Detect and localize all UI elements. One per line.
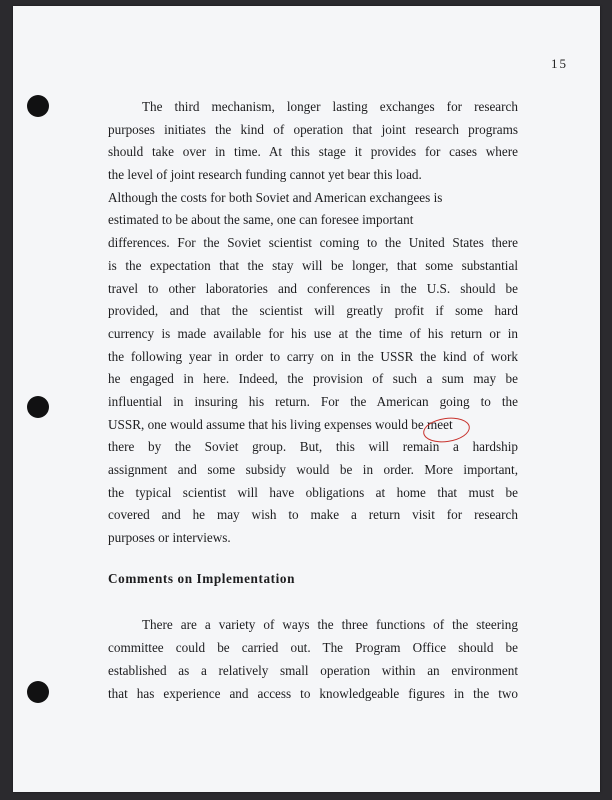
section-heading: Comments on Implementation <box>108 570 296 586</box>
text-line <box>108 414 518 437</box>
text-segment: USSR, one would assume that his living expenses would be <box>108 416 424 432</box>
text-line: the typical scientist will have obligations at home that must be <box>108 484 518 500</box>
page-number: 15 <box>551 56 568 71</box>
paragraph-1 <box>108 96 518 550</box>
text-line: committee could be carried out. The Program Office should be <box>108 640 518 656</box>
body-text <box>108 96 518 705</box>
circled-word-text: meet <box>427 416 453 432</box>
circled-word <box>427 417 453 432</box>
text-line: assignment and some subsidy would be in order. More important, <box>108 462 518 477</box>
text-line: There are a variety of ways the three functions of the steering <box>142 617 518 633</box>
text-line: purposes or interviews. <box>108 530 231 546</box>
text-line: differences. For the Soviet scientist coming to the United States there <box>108 235 518 251</box>
punch-hole <box>27 681 49 703</box>
text-line: The third mechanism, longer lasting exchanges for research <box>142 99 518 114</box>
text-line: currency is made available for his use at the time of his return or in <box>108 325 518 341</box>
text-line: established as a relatively small operation within an environment <box>108 662 518 678</box>
text-line: provided, and that the scientist will greatly profit if some hard <box>108 303 518 319</box>
punch-hole <box>27 95 49 117</box>
text-line: that has experience and access to knowledgeable figures in the two <box>108 685 518 701</box>
text-line: estimated to be about the same, one can foresee important <box>108 212 414 228</box>
text-line: influential in insuring his return. For the American going to the <box>108 393 518 409</box>
text-line: purposes initiates the kind of operation that joint research programs <box>108 121 518 137</box>
document-page <box>13 6 600 792</box>
paragraph-2 <box>108 614 518 705</box>
text-line: the following year in order to carry on in the USSR the kind of work <box>108 348 518 364</box>
text-line: covered and he may wish to make a return visit for research <box>108 507 518 523</box>
punch-hole <box>27 396 49 418</box>
text-line: Although the costs for both Soviet and American exchangees is <box>108 189 443 205</box>
text-line: travel to other laboratories and conferences in the U.S. should be <box>108 280 518 296</box>
text-line: should take over in time. At this stage it provides for cases where <box>108 144 518 160</box>
text-line: there by the Soviet group. But, this will remain a hardship <box>108 439 518 455</box>
text-line: the level of joint research funding cannot yet bear this load. <box>108 167 422 183</box>
text-line: he engaged in here. Indeed, the provision of such a sum may be <box>108 371 518 387</box>
text-line: is the expectation that the stay will be longer, that some substantial <box>108 257 518 273</box>
